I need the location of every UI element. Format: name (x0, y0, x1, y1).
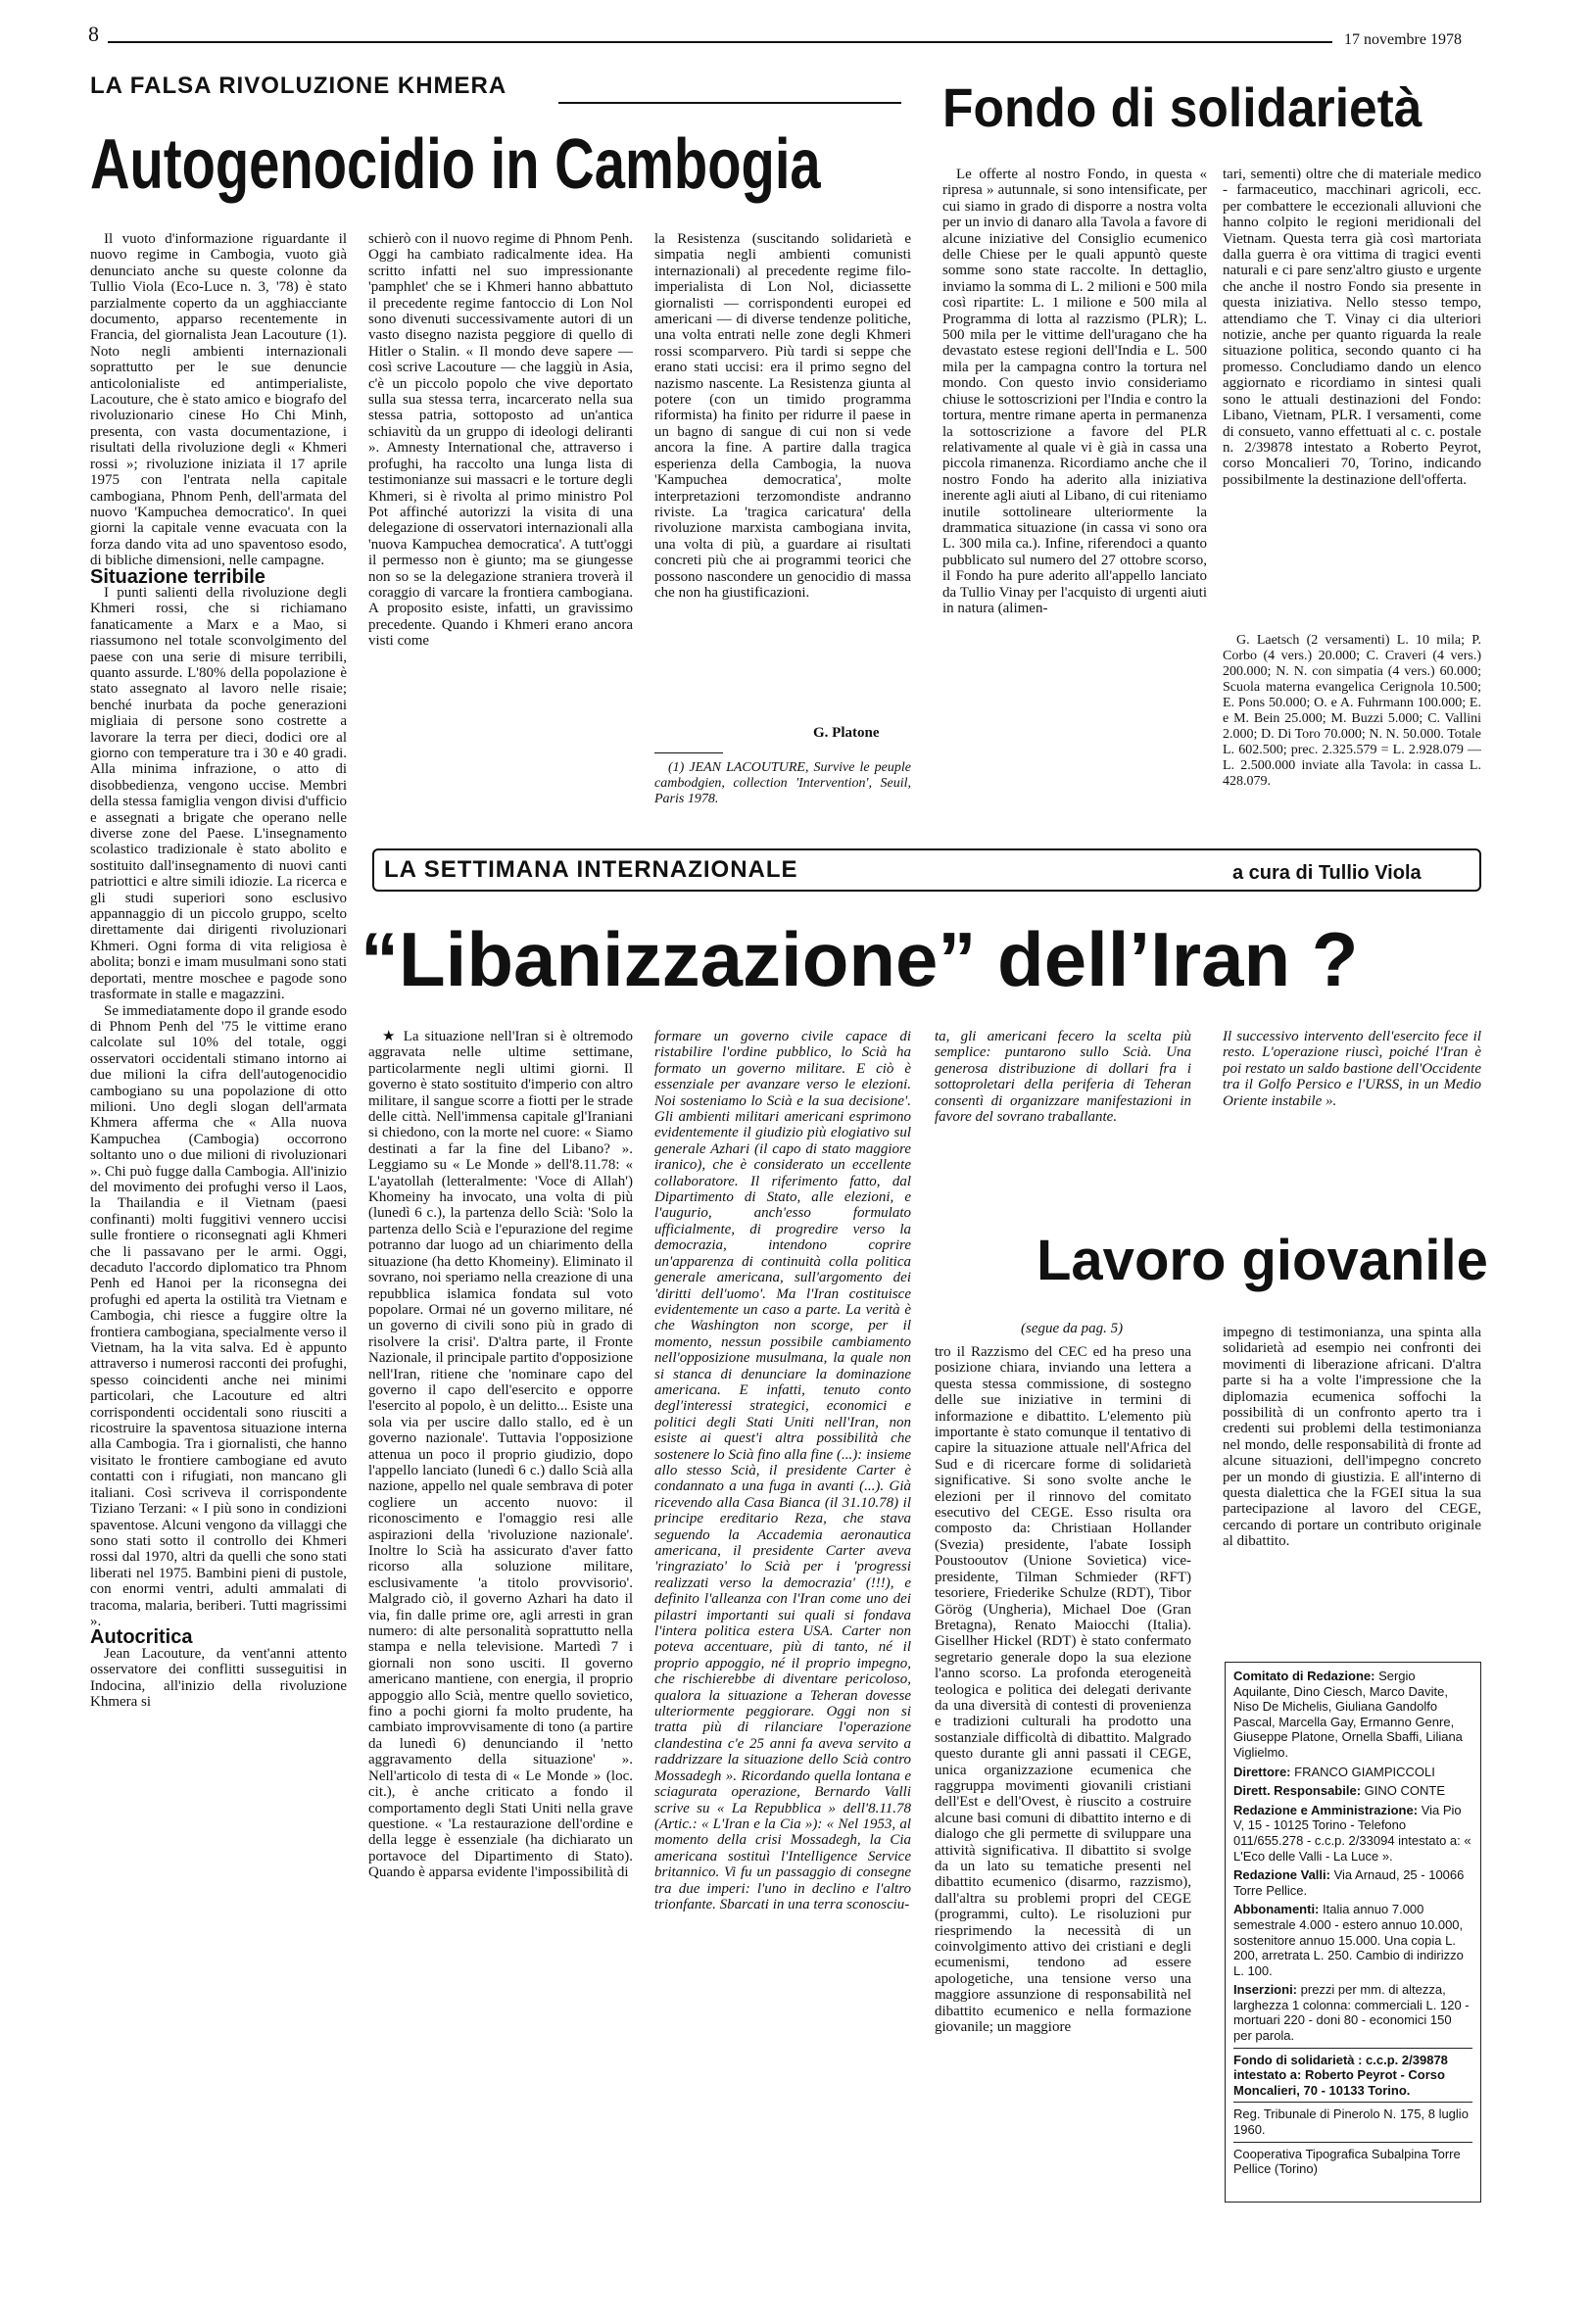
left-subhead-1: Situazione terribile (90, 565, 265, 588)
lavoro-col2-text: impegno di testimonianza, una spinta alla solidarietà ad esempio nei confronti dei movimenti di liberazione africani. D'altra parte si ha a volte l'impressione che la diplomazia ecumenica soffochi la possibilità di un confronto aperto tra i credenti sui problemi della testimonianza nel mondo, delle responsabilità di fronte ad alcune situazioni, dell'impegno concreto per un mondo di giustizia. E all'interno di questa dialettica che la FGEI situa la sua partecipazione al lavoro del CEGE, cercando di portare un contributo originale al dibattito. (1223, 1325, 1481, 1550)
issue-date: 17 novembre 1978 (1344, 31, 1462, 48)
left-p1: Il vuoto d'informazione riguardante il nuovo regime in Cambogia, vuoto già denunciato anche su queste colonne da Tullio Viola (Eco-Luce n. 3, '78) è stato parzialmente coperto da un agghiacciante documento, apparso recentemente in Francia, del giornalista Jean Lacouture (1). Noto negli ambienti internazionali soprattutto per le sue denuncie anticolonialiste ed antimperialiste, Lacouture, che è stato amico e biografo del rivoluzionario cinese Ho Chi Minh, presenta, con vasta documentazione, i risultati della rivoluzione degli « Khmeri rossi »; rivoluzione iniziata il 17 aprile 1975 con l'entrata nella capitale cambogiana, Phnom Penh, dell'armata del nuovo 'Kampuchea democratico'. In quei giorni la capitale venne evacuata con la forza dando vita ad uno spaventoso esodo, di bibliche dimensioni, nelle campagne. (90, 231, 347, 569)
masthead-redazione-text: Via Pio V, 15 - 10125 Torino - Telefono 011/655.278 - c.c.p. 2/33094 intestato a: « L'Eco delle Valli - La Luce ». (1233, 1802, 1471, 1864)
masthead-abbon (1233, 1902, 1472, 1978)
left-title: Autogenocidio in Cambogia (90, 125, 821, 204)
left-col-1 (90, 231, 347, 2318)
page-number: 8 (88, 22, 99, 46)
masthead-resp-text: GINO CONTE (1364, 1783, 1445, 1799)
left-kicker: LA FALSA RIVOLUZIONE KHMERA (90, 73, 507, 99)
settimana-col1-text: ★ La situazione nell'Iran si è oltremodo aggravata nelle ultime settimane, particolarmente negli ultimi giorni. Il governo è stato sostituito d'imperio con altro militare, il sangue scorre a fiotti per le strade delle città. Nell'immensa capitale gl'Iraniani si chiedono, con la morte nel cuore: « Siamo destinati a far la fine del Libano? ». Leggiamo su « Le Monde » dell'8.11.78: « L'ayatollah (letteralmente: 'Voce di Allah') Khomeiny ha invocato, una volta di più (lunedì 6 c.), la partenza dello Scià: 'Solo la partenza dello Scià e l'epurazione del regime potranno dar luogo ad un chiarimento della situazione (ha detto Khomeiny). Eliminato il sovrano, noi speriamo nella creazione di una repubblica islamica fondata sul voto popolare. Ormai né un governo militare, né un governo di civili sono più in grado di risolvere la crisi'. D'altra parte, il Fronte Nazionale, il principale partito d'opposizione nell'Iran, ritiene che 'nominare capo del governo il capo dell'esercito e opporre l'esercito al popolo, è un delitto... Esiste una sola via per uscire dallo stallo, ed è un governo nazionale'. Tuttavia l'opposizione attenua un poco il proprio giudizio, dopo l'appello lanciato (lunedì 6 c.) dallo Scià alla nazione, appello nel quale sembrava di poter cogliere un accento nuovo: il riconoscimento e l'omaggio resi alle aspirazioni della 'rivoluzione nazionale'. Inoltre lo Scià ha assicurato d'aver fatto ricorso alla soluzione militare, esclusivamente 'a titolo provvisorio'. Malgrado ciò, il governo Azhari ha dato il via, fin dalle prime ore, agli arresti in gran numero: di alte personalità soprattutto nella stampa e nella televisione. Martedì 7 i giornali non sono usciti. Il governo americano mantiene, con energia, il proprio appoggio allo Scià, mentre quello sovietico, fino a pochi giorni fa molto prudente, ha cambiato improvvisamente di tono (a partire da lunedì 6) denunciando il 'netto aggravamento della situazione' ». Nell'articolo di testa di « Le Monde » (loc. cit.), è anche criticato a fondo il comportamento degli Stati Uniti nella grave questione. « 'La restaurazione dell'ordine e della legge è essenziale (ha dichiarato un portavoce del Dipartimento di Stato). Quando è apparsa evidente l'impossibilità di (368, 1029, 633, 1881)
lavoro-col1-text: tro il Razzismo del CEC ed ha preso una posizione chiara, inviando una lettera a questa stessa commissione, di sostegno delle sue iniziative in termini di informazione e dibattito. L'elemento più importante è stato comunque il tentativo di capire la situazione attuale nell'Africa del Sud e di ricercare forme di solidarietà significative. Si sono svolte anche le elezioni per il rinnovo del comitato esecutivo del CEGE. Esso risulta ora composto da: Christiaan Hollander (Svezia) presidente, l'abate Iossiph Poustooutov (Unione Sovietica) vice-presidente, Tilman Schmieder (RFT) tesoriere, Friederike Schulze (RDT), Tibor Görög (Ungheria), Michael Doe (Gran Bretagna), Renato Maiocchi (Italia). Gisellher Hickel (RDT) è stato confermato segretario generale dopo la sua elezione l'anno scorso. La profonda eterogeneità teologica e politica dei delegati derivante da una diversità di contesti di provenienza e tradizioni culturali ha prodotto una sostanziale difficoltà di dibattito. Malgrado questo durante gli anni passati il CEGE, unica organizzazione ecumenica che raggruppa movimenti giovanili cristiani dell'Est e dell'Ovest, è riuscito a costruire alcune basi comuni di dibattito interno e di dialogo che gli permette di sviluppare una attività significativa. Il dibattito si svolge da un lato su tematiche presenti nel dibattito ecumenico (disarmo, razzismo), dall'altra su problemi propri del CEGE (programmi, culto). Le risoluzioni pur riesprimendo la necessità di un coinvolgimento attivo dei cristiani e degli ecumenismi, tendono ad essere apologetiche, una tensione verso una maggiore assunzione di responsabilità nel dibattito ecumenico e nella formazione giovanile; un maggiore (935, 1344, 1191, 2036)
masthead-fondo: Fondo di solidarietà : c.c.p. 2/39878 intestato a: Roberto Peyrot - Corso Moncalieri, 70 - 10133 Torino. (1233, 2048, 1472, 2099)
footnote-rule (654, 752, 723, 753)
left-footnote (654, 760, 911, 819)
left-signature: G. Platone (813, 725, 880, 741)
masthead-abbon-label: Abbonamenti: (1233, 1902, 1320, 1917)
settimana-col4-text: Il successivo intervento dell'esercito fece il resto. L'operazione riuscì, poiché l'Iran è poi restato un saldo bastione dell'Occidente tra il Golfo Persico e l'URSS, in un Medio Oriente instabile ». (1223, 1029, 1481, 1109)
left-footnote-text: (1) JEAN LACOUTURE, Survive le peuple cambodgien, collection 'Intervention', Seuil, Paris 1978. (654, 760, 911, 806)
fondo-col-2 (1223, 167, 1481, 629)
left-col-2 (368, 231, 633, 824)
settimana-col-1 (368, 1029, 633, 2318)
masthead-comitato-label: Comitato di Redazione: (1233, 1669, 1375, 1683)
settimana-col3-text: ta, gli americani fecero la scelta più semplice: puntarono sullo Scià. Una generosa distribuzione di dollari fra i sottoproletari della periferia di Teheran consentì di organizzare manifestazioni in favore del sovrano traballante. (935, 1029, 1191, 1126)
masthead-comitato-text: Sergio Aquilante, Dino Ciesch, Marco Davite, Niso De Michelis, Giuliana Gandolfo Pascal, Marcella Gay, Ermanno Genre, Giuseppe Platone, Ornella Sbaffi, Liliana Viglielmo. (1233, 1669, 1463, 1760)
header-rule (108, 41, 1332, 43)
lavoro-title: Lavoro giovanile (1037, 1229, 1488, 1292)
settimana-col2-text: formare un governo civile capace di ristabilire l'ordine pubblico, lo Scià ha formato un governo militare. E ciò è essenziale per avanzare verso le elezioni. Noi sosteniamo lo Scià e la sua decisione'. Gli ambienti militari americani esprimono evidentemente il giudizio più elogiativo sul generale Azhari (il capo di stato maggiore iranico), che è considerato un eccellente collaboratore. Il riferimento fatto, dal Dipartimento di Stato, alle elezioni, e l'augurio, anch'esso formulato ufficialmente, di progredire verso la democrazia, intendono coprire un'apparenza di continuità colla politica generale americana, sull'argomento dei 'diritti dell'uomo'. Ma l'Iran costituisce evidentemente un caso a parte. La verità è che Washington non scorge, per il momento, nessun possibile cambiamento nell'opposizione musulmana, la quale non si stanca di denunciare la dominazione americana. E infatti, tenuto conto degl'interessi strategici, economici e politici degli Stati Uniti nell'Iran, non esiste ai quest'i altra possibilità che sostenere lo Scià fino alla fine (...): insieme allo stesso Scià, il presidente Carter è condannato a una fuga in avanti (...). Già ricevendo alla Casa Bianca (il 31.10.78) il principe ereditario Reza, che stava seguendo la Accademia aeronautica americana, il presidente Carter aveva 'ringraziato' lo Scià per i 'progressi realizzati verso la democrazia' (!!!), e definito l'alleanza con l'Iran come uno dei pilastri importanti sui quali si fondava l'intera politica estera USA. Carter non poteva accentuare, più di tanto, né il proprio appoggio, né il proprio impegno, che rischierebbe di diventare pericoloso, qualora la situazione a Teheran dovesse ulteriormente peggiorare. Oggi non si tratta più di rilanciare l'operazione clandestina c'e 25 anni fa aveva servito a raddrizzare la situazione dello Scià contro Mossadegh ». Ricordando quella lontana e sciagurata operazione, Bernardo Valli scrive su « La Repubblica » dell'8.11.78 (Artic.: « L'Iran e la Cia »): « Nel 1953, al momento della crisi Mossadegh, la Cia americana sostituì l'Intelligence Service britannico. Vi fu un passaggio di consegne tra due imperi: l'uno in declino e l'altro trionfante. Sbarcati in una terra sconosciu- (654, 1029, 911, 1912)
fondo-list (1223, 633, 1481, 821)
left-col2-text: schierò con il nuovo regime di Phnom Penh. Oggi ha cambiato radicalmente idea. Ha scritto infatti nel suo impressionante 'pamphlet' che se i Khmeri hanno abbattuto il precedente regime fantoccio di Lon Nol sono divenuti successivamente autori di un vasto disegno nazista peggiore di quello di Hitler o Stalin. « Il mondo deve sapere — così scrive Lacouture — che laggiù in Asia, c'è un piccolo popolo che vive deportato sulla sua stessa terra, incarcerato nella sua stessa patria, sottoposto ad un'antica schiavitù da un gruppo di ideologi deliranti ». Amnesty International che, attraverso i profughi, ha raccolto una lunga lista di testimonianze sui massacri e le torture degli Khmeri, si è rivolta al primo ministro Pol Pot affinché autorizzi la visita di una delegazione di osservatori internazionali alla 'nuova Kampuchea democratica'. A tutt'oggi il permesso non è giunto; ma se giungesse non so se la delegazione straniera troverà il coraggio di varcare la frontiera cambogiana. A proposito esiste, infatti, un gravissimo precedente. Quando i Khmeri erano ancora visti come (368, 231, 633, 650)
left-p4: Jean Lacouture, da vent'anni attento osservatore dei conflitti susseguitisi in Indocina, all'inizio della rivoluzione Khmera si (90, 1645, 347, 1710)
masthead-inser-text: prezzi per mm. di altezza, larghezza 1 colonna: commerciali L. 120 - mortuari 220 - doni 80 - economici 150 per parola. (1233, 1982, 1470, 2044)
left-p2: I punti salienti della rivoluzione degli Khmeri rossi, che si richiamano fanaticamente a Marx e a Mao, si riassumono nel totale sconvolgimento del paese con una serie di misure terribili, quanto assurde. L'80% della popolazione è stato assegnato al lavoro nelle risaie; benché inurbata da poche generazioni migliaia di persone sono costrette a lavorare la terra per dieci, dodici ore al giorno con temperature tra i 30 e 40 gradi. Alla minima infrazione, o atto di disobbedienza, vengono uccise. Membri della stessa famiglia vengon divisi d'ufficio e assegnati a brigate che operano nelle diverse zone del Paese. L'insegnamento scolastico tradizionale è stato abolito e sostituito dall'insegnamento di nuovi canti patriottici e altre simili idiozie. La ricerca e gli studi superiori sono esclusivo appannaggio di un piccolo gruppo, scelto direttamente dai dirigenti rivoluzionari Khmeri. Ogni forma di vita religiosa è abolita; bonzi e imam musulmani sono stati deportati, mentre moschee e pagode sono trasformate in stalle e magazzini. (90, 584, 347, 1003)
settimana-title: “Libanizzazione” dell’Iran ? (361, 916, 1359, 1002)
fondo-col-1 (942, 167, 1207, 813)
masthead-resp (1233, 1783, 1472, 1799)
masthead-direttore (1233, 1765, 1472, 1780)
masthead-valli-label: Redazione Valli: (1233, 1867, 1330, 1883)
masthead-redazione-label: Redazione e Amministrazione: (1233, 1802, 1419, 1817)
masthead-box (1225, 1662, 1481, 2203)
masthead-direttore-label: Direttore: (1233, 1764, 1291, 1779)
fondo-title: Fondo di solidarietà (942, 76, 1422, 138)
masthead-inser-label: Inserzioni: (1233, 1982, 1298, 1998)
masthead-direttore-text: FRANCO GIAMPICCOLI (1294, 1764, 1435, 1779)
fondo-list-text: G. Laetsch (2 versamenti) L. 10 mila; P. Corbo (4 vers.) 20.000; C. Craveri (4 vers.) 200.000; N. N. con simpatia (4 vers.) 60.000; Scuola materna evangelica Cerignola 10.500; E. Pons 50.000; O. e A. Fuhrmann 100.000; E. e M. Bein 25.000; M. Buzzi 5.000; C. Vallini 2.000; D. Di Toro 70.000; N. N. 50.000. Totale L. 602.500; prec. 2.325.579 = L. 2.928.079 — L. 2.500.000 inviate alla Tavola: in cassa L. 428.079. (1223, 633, 1481, 789)
settimana-col-2 (654, 1029, 911, 2318)
left-p3: Se immediatamente dopo il grande esodo di Phnom Penh del '75 le vittime erano calcolate sul 10% del totale, oggi osservatori occidentali stimano intorno ai due milioni la cifra dell'autogenocidio cambogiano su una popolazione di otto milioni. Uno degli slogan dell'armata Khmera afferma che « Alla nuova Kampuchea (Cambogia) occorrono soltanto uno o due milioni di rivoluzionari ». Chi può fugge dalla Cambogia. All'inizio del movimento dei profughi verso il Laos, la Thailandia e il Vietnam (paesi confinanti) molti fuggitivi vennero uccisi sulle frontiere o riconsegnati agli Khmeri che li passavano per le armi. Oggi, decaduto l'accordo diplomatico tra Phnom Penh ed Hanoi per la riconsegna dei profughi ed aperta la ostilità tra Vietnam e Cambogia, chi riesce a fuggire oltre la frontiera cambogiana, specialmente verso il Vietnam, ha la vita salva. Ed è appunto attraverso i numerosi racconti dei profughi, spesso coincidenti anche nei minimi particolari, che Lacouture ed altri corrispondenti occidentali sono riusciti a ricostruire la spaventosa situazione interna alla Cambogia. Tra i giornalisti, che hanno visitato le frontiere cambogiane ed avuto contatti con i rifugiati, non mancano gli italiani. Così scriveva il corrispondente Tiziano Terzani: « I più sono in condizioni spaventose. Alcuni vengono da villaggi che sono stati sotto il controllo dei Khmeri rossi dal 1970, altri da quelli che sono stati liberati nel 1975. Bambini pieni di pustole, con enormi ventri, adulti ammalati di tracoma, malaria, beriberi. Tutti magrissimi ». (90, 1002, 347, 1629)
masthead-valli (1233, 1867, 1472, 1898)
settimana-col-3 (935, 1029, 1191, 1186)
lavoro-col-1 (935, 1344, 1191, 2318)
left-col3-text: la Resistenza (suscitando solidarietà e simpatia negli ambienti comunisti internazionali) al precedente regime filo-imperialista di Lon Nol, diciassette giornalisti — corrispondenti europei ed americani — di diverse tendenze politiche, una volta entrati nelle zone degli Khmeri rossi scomparvero. Più tardi si seppe che erano stati uccisi: era il primo segno del nazismo nascente. La Resistenza giunta al potere (con un timido programma riformista) ha finito per ridurre il paese in un bagno di sangue di cui non si vede ancora la fine. A partire dalla tragica esperienza della Cambogia, la nuova 'Kampuchea democratica', molte interpretazioni terzomondiste andranno riviste. La 'tragica caricatura' della rivoluzione marxista cambogiana invita, una volta di più, a guardare ai risultati concreti più che ai programmi teorici che possono nascondere un genocidio di massa che non ha giustificazioni. (654, 231, 911, 601)
fondo-col2-text: tari, sementi) oltre che di materiale medico - farmaceutico, macchinari agricoli, ecc. per combattere le eccezionali alluvioni che hanno colpito le regioni meridionali del Vietnam. Questa terra già così martoriata dalla guerra è ora vittima di tragici eventi naturali e ci pare senz'altro giusto e urgente che anche il nostro Fondo sia presente in questa iniziativa. Nello stesso tempo, attendiamo che T. Vinay ci dia ulteriori notizie, anche per quanto riguarda la reale situazione politica, secondo quanto ci ha promesso. Concludiamo dando un elenco aggiornato e ricordiamo in sintesi quali sono le attuali destinazioni del Fondo: Libano, Vietnam, PLR. I versamenti, come di consueto, vanno effettuati al c. c. postale n. 2/39878 intestato a Roberto Peyrot, corso Moncalieri 70, Torino, indicando possibilmente la destinazione dell'offerta. (1223, 167, 1481, 488)
kicker-rule (558, 102, 901, 104)
masthead-comitato (1233, 1669, 1472, 1761)
masthead-valli-text: Via Arnaud, 25 - 10066 Torre Pellice. (1233, 1867, 1465, 1898)
settimana-byline: a cura di Tullio Viola (1227, 862, 1422, 885)
fondo-col1-text: Le offerte al nostro Fondo, in questa « ripresa » autunnale, si sono intensificate, per cui siamo in grado di disporre a nostra volta per un invio di danaro alla Tavola a favore di alcune iniziative del Consiglio ecumenico delle Chiese per le quali appuntò queste somme sono state raccolte. In dettaglio, inviamo la somma di L. 2 milioni e 500 mila così ripartite: L. 1 milione e 500 mila al Programma di lotta al razzismo (PLR); L. 500 mila per le vittime dell'uragano che ha devastato estese regioni dell'India e L. 500 mila per la campagna contro la tortura nel mondo. Con questo invio consideriamo chiuse le sottoscrizioni per l'India e contro la tortura, mentre rimane aperta in permanenza la sottoscrizione a favore del PLR relativamente al quale vi è già in cassa una piccola rimanenza. Ricordiamo anche che il nostro Fondo ha aderito alla iniziativa inerente agli aiuti al Libano, di cui riteniamo inutile sottolineare ulteriormente la drammatica situazione (in cassa vi sono ora L. 300 mila ca.). Infine, riferendoci a quanto pubblicato sul numero del 27 ottobre scorso, il Fondo ha pure aderito all'appello lanciato da Tullio Vinay per l'acquisto di urgenti aiuti in natura (alimen- (942, 167, 1207, 616)
masthead-coop: Cooperativa Tipografica Subalpina Torre Pellice (Torino) (1233, 2142, 1472, 2177)
masthead-resp-label: Dirett. Responsabile: (1233, 1783, 1362, 1799)
masthead-inser (1233, 1982, 1472, 2043)
masthead-abbon-text: Italia annuo 7.000 semestrale 4.000 - estero annuo 10.000, sostenitore annuo 15.000. Una copia L. 200, arretrata L. 250. Cambio di indirizzo L. 100. (1233, 1902, 1464, 1978)
masthead-redazione (1233, 1803, 1472, 1864)
left-col-3 (654, 231, 911, 711)
left-subhead-2: Autocritica (90, 1626, 193, 1649)
settimana-kicker: LA SETTIMANA INTERNAZIONALE (384, 856, 806, 884)
settimana-col-4 (1223, 1029, 1481, 1186)
lavoro-col-2 (1223, 1325, 1481, 1619)
masthead-reg: Reg. Tribunale di Pinerolo N. 175, 8 luglio 1960. (1233, 2102, 1472, 2137)
lavoro-segue: (segue da pag. 5) (1021, 1321, 1124, 1336)
